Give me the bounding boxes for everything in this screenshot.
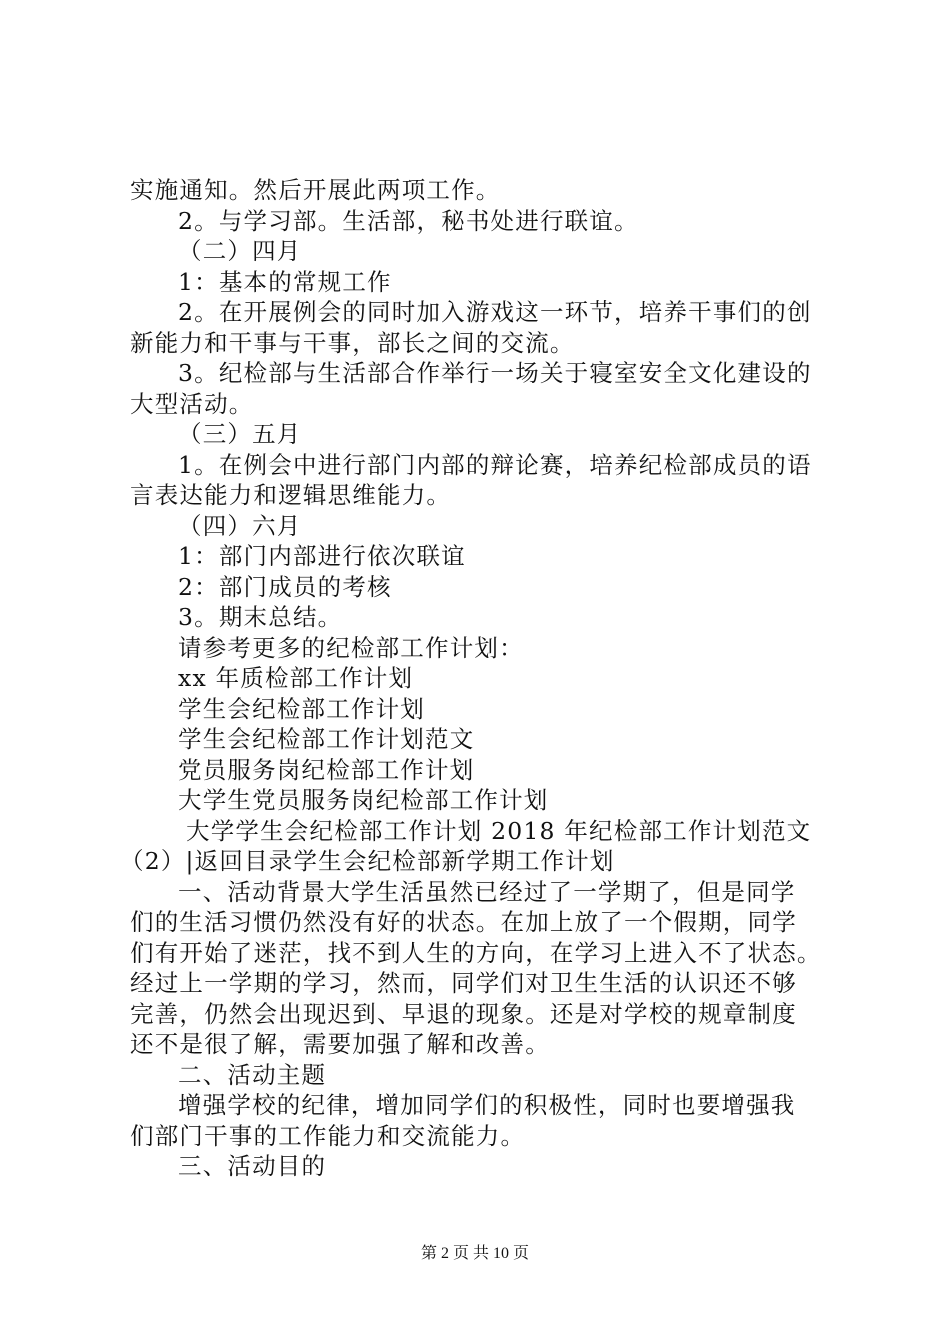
page-number-footer: 第 2 页 共 10 页 (420, 1245, 529, 1262)
section-heading: （四）六月 (178, 512, 302, 540)
related-link[interactable]: 学生会纪检部工作计划 (178, 695, 425, 723)
text-line: 们有开始了迷茫，找不到人生的方向，在学习上进入不了状态。 (130, 939, 822, 967)
section-heading: （三）五月 (178, 420, 302, 448)
related-link[interactable]: 大学生党员服务岗纪检部工作计划 (178, 786, 549, 814)
related-link[interactable]: xx 年质检部工作计划 (178, 664, 414, 692)
text-line: 2。在开展例会的同时加入游戏这一环节，培养干事们的创 (178, 298, 812, 326)
section-heading: （二）四月 (178, 237, 302, 265)
text-line: 1：基本的常规工作 (178, 268, 392, 296)
text-line: 一、活动背景大学生活虽然已经过了一学期了，但是同学 (178, 878, 796, 906)
text-line: 言表达能力和逻辑思维能力。 (130, 481, 452, 509)
text-line: 3。期末总结。 (178, 603, 343, 631)
text-line: 2：部门成员的考核 (178, 573, 392, 601)
text-line: 请参考更多的纪检部工作计划： (178, 634, 524, 662)
section-heading: 三、活动目的 (178, 1152, 327, 1180)
text-line: 大型活动。 (130, 390, 254, 418)
back-to-toc-link[interactable]: （2）|返回目录学生会纪检部新学期工作计划 (120, 847, 615, 875)
text-line: 实施通知。然后开展此两项工作。 (130, 176, 501, 204)
text-line: 经过上一学期的学习，然而，同学们对卫生生活的认识还不够 (130, 969, 797, 997)
text-line: 3。纪检部与生活部合作举行一场关于寝室安全文化建设的 (178, 359, 812, 387)
related-link[interactable]: 党员服务岗纪检部工作计划 (178, 756, 475, 784)
text-line: 增强学校的纪律，增加同学们的积极性，同时也要增强我 (178, 1091, 796, 1119)
related-link[interactable]: 大学学生会纪检部工作计划 2018 年纪检部工作计划范文 (186, 817, 812, 845)
related-link[interactable]: 学生会纪检部工作计划范文 (178, 725, 475, 753)
text-line: 1：部门内部进行依次联谊 (178, 542, 466, 570)
text-line: 1。在例会中进行部门内部的辩论赛，培养纪检部成员的语 (178, 451, 812, 479)
text-line: 2。与学习部。生活部，秘书处进行联谊。 (178, 207, 639, 235)
text-line: 完善，仍然会出现迟到、早退的现象。还是对学校的规章制度 (130, 1000, 797, 1028)
text-line: 新能力和干事与干事，部长之间的交流。 (130, 329, 575, 357)
section-heading: 二、活动主题 (178, 1061, 327, 1089)
text-line: 还不是很了解，需要加强了解和改善。 (130, 1030, 550, 1058)
text-line: 们部门干事的工作能力和交流能力。 (130, 1122, 526, 1150)
text-line: 们的生活习惯仍然没有好的状态。在加上放了一个假期，同学 (130, 908, 797, 936)
